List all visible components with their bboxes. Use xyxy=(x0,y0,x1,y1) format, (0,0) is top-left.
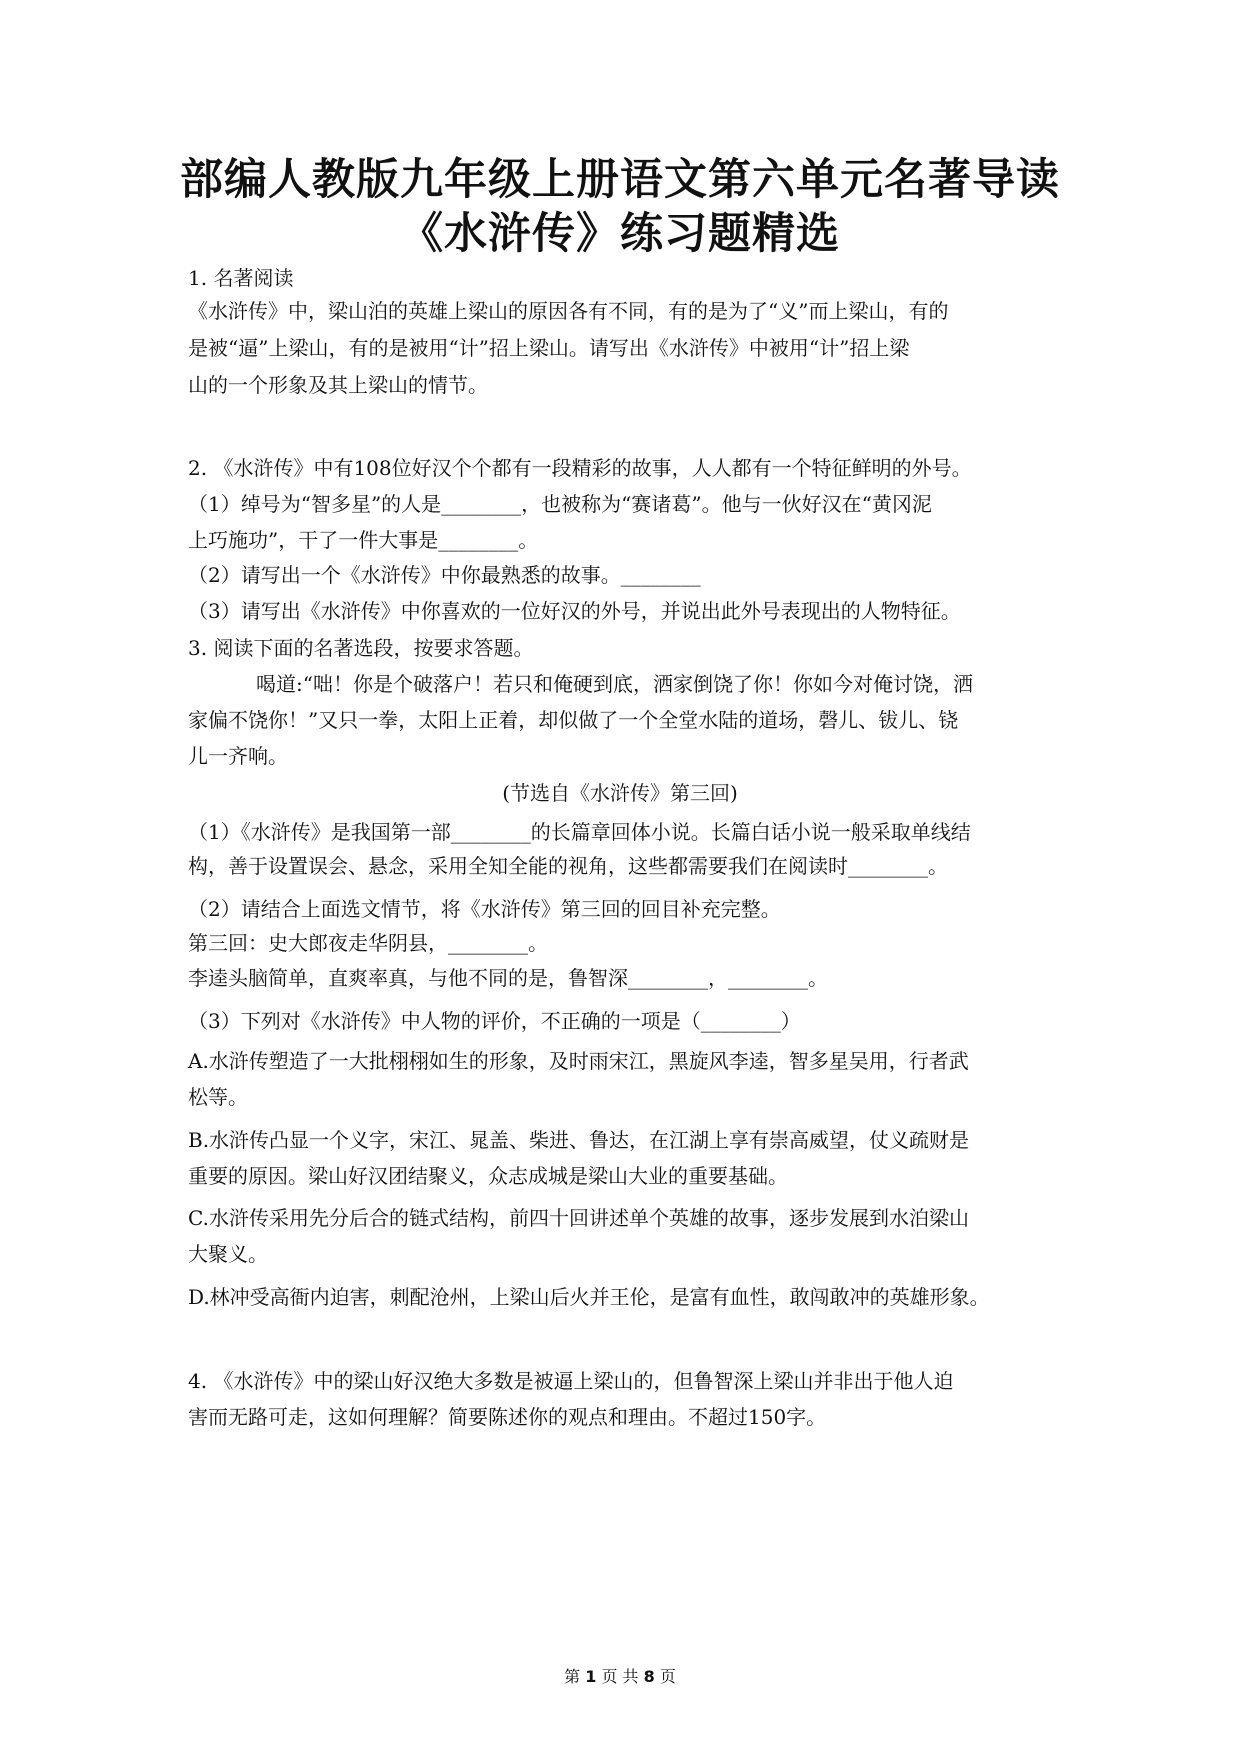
excerpt-text: 儿一齐响。 xyxy=(188,744,288,768)
excerpt-source: (节选自《水浒传》第三回) xyxy=(502,781,738,805)
question-1-text: 山的一个形象及其上梁山的情节。 xyxy=(188,373,488,397)
footer-middle: 页 共 xyxy=(601,1667,639,1686)
question-2-heading: 2. 《水浒传》中有108位好汉个个都有一段精彩的故事，人人都有一个特征鲜明的外号。 xyxy=(188,456,972,480)
document-title-line1: 部编人教版九年级上册语文第六单元名著导读 xyxy=(180,155,1060,205)
question-3-part-1: （1）《水浒传》是我国第一部________的长篇章回体小说。长篇白话小说一般采取单线结 xyxy=(188,820,971,844)
question-3-part-3: （3）下列对《水浒传》中人物的评价，不正确的一项是（________） xyxy=(188,1009,801,1033)
option-d: D.林冲受高衙内迫害，刺配沧州，上梁山后火并王伦，是富有血性，敢闯敢冲的英雄形象。 xyxy=(188,1285,990,1309)
option-c: C.水浒传采用先分后合的链式结构，前四十回讲述单个英雄的故事，逐步发展到水泊梁山 xyxy=(188,1206,969,1230)
question-3-part-1: 构，善于设置误会、悬念，采用全知全能的视角，这些都需要我们在阅读时________。 xyxy=(188,854,948,878)
footer-suffix: 页 xyxy=(659,1667,676,1686)
question-3-part-2: 第三回：史大郎夜走华阴县，________。 xyxy=(188,931,548,955)
question-3-part-2: （2）请结合上面选文情节，将《水浒传》第三回的回目补充完整。 xyxy=(188,897,781,921)
footer-page-number: 1 xyxy=(585,1667,597,1686)
question-2-part-2: （2）请写出一个《水浒传》中你最熟悉的故事。________ xyxy=(188,563,701,587)
question-2-part-1: （1）绰号为“智多星”的人是________，也被称为“赛诸葛”。他与一伙好汉在“黄冈泥 xyxy=(188,492,932,516)
question-2-part-3: （3）请写出《水浒传》中你喜欢的一位好汉的外号，并说出此外号表现出的人物特征。 xyxy=(188,599,961,623)
option-a: 松等。 xyxy=(188,1085,248,1109)
question-4-text: 害而无路可走，这如何理解？简要陈述你的观点和理由。不超过150字。 xyxy=(188,1405,827,1429)
question-1-text: 是被“逼”上梁山，有的是被用“计”招上梁山。请写出《水浒传》中被用“计”招上梁 xyxy=(188,336,910,360)
excerpt-text: 喝道:“咄！你是个破落户！若只和俺硬到底，洒家倒饶了你！你如今对俺讨饶，洒 xyxy=(256,672,973,696)
footer-total-pages: 8 xyxy=(643,1667,655,1686)
option-b: 重要的原因。梁山好汉团结聚义，众志成城是梁山大业的重要基础。 xyxy=(188,1164,788,1188)
question-2-part-1: 上巧施功”，干了一件大事是________。 xyxy=(188,528,539,552)
document-title-line2: 《水浒传》练习题精选 xyxy=(400,209,840,259)
option-c: 大聚义。 xyxy=(188,1242,268,1266)
excerpt-text: 家偏不饶你！”又只一拳，太阳上正着，却似做了一个全堂水陆的道场，磬儿、钹儿、铙 xyxy=(188,708,959,732)
option-b: B.水浒传凸显一个义字，宋江、晁盖、柴进、鲁达，在江湖上享有崇高威望，仗义疏财是 xyxy=(188,1128,970,1152)
footer-prefix: 第 xyxy=(564,1667,581,1686)
question-3-heading: 3. 阅读下面的名著选段，按要求答题。 xyxy=(188,636,534,660)
question-3-part-2: 李逵头脑简单，直爽率真，与他不同的是，鲁智深________，________。 xyxy=(188,966,828,990)
page-footer xyxy=(0,1667,1240,1687)
question-1-text: 《水浒传》中，梁山泊的英雄上梁山的原因各有不同，有的是为了“义”而上梁山，有的 xyxy=(188,299,949,323)
question-1-heading: 1. 名著阅读 xyxy=(188,266,294,290)
option-a: A.水浒传塑造了一大批栩栩如生的形象，及时雨宋江，黑旋风李逵，智多星吴用，行者武 xyxy=(188,1049,969,1073)
question-4-text: 4. 《水浒传》中的梁山好汉绝大多数是被逼上梁山的，但鲁智深上梁山并非出于他人迫 xyxy=(188,1369,954,1393)
